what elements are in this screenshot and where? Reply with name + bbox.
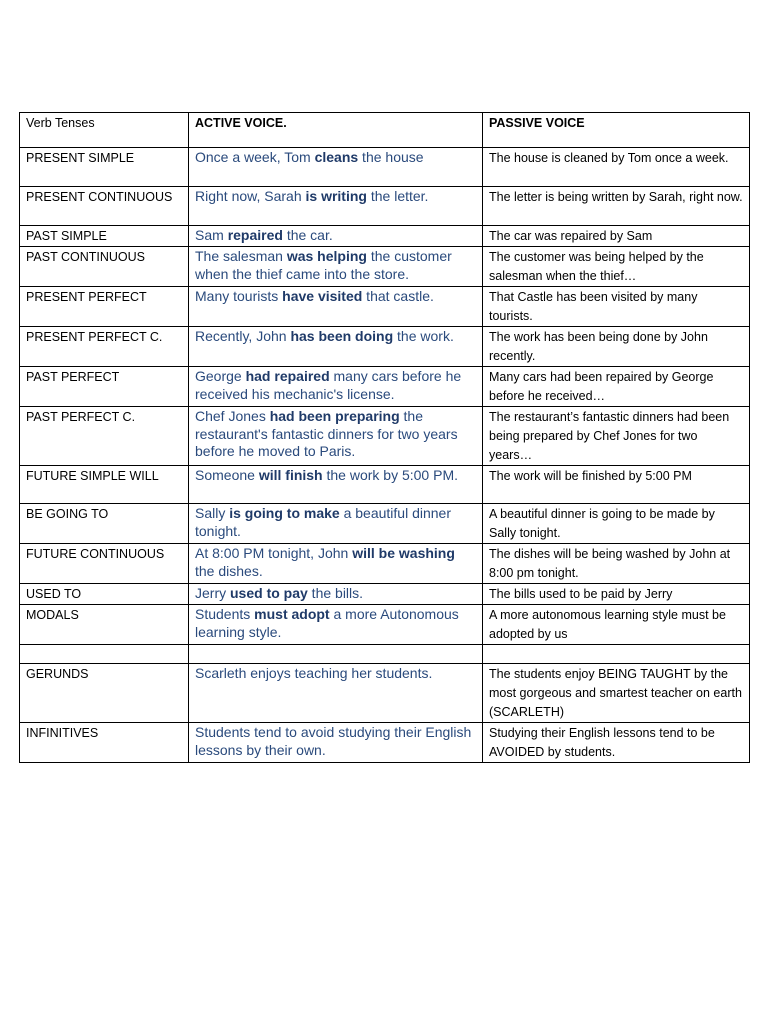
sentence-fragment: a more Autonomous learning style. bbox=[195, 606, 459, 640]
active-voice-sentence bbox=[195, 545, 476, 580]
verb-phrase: cleans bbox=[314, 149, 359, 165]
tense-cell bbox=[20, 247, 189, 287]
active-voice-cell bbox=[189, 327, 483, 367]
table-row bbox=[20, 407, 750, 466]
tense-name: PRESENT PERFECT C. bbox=[26, 330, 163, 344]
sentence-fragment: a beautiful dinner tonight. bbox=[195, 505, 452, 539]
active-voice-sentence bbox=[195, 288, 476, 306]
active-voice-sentence bbox=[195, 149, 476, 167]
tense-name: PRESENT CONTINUOUS bbox=[26, 190, 173, 204]
header-verb-tenses-text: Verb Tenses bbox=[26, 116, 95, 130]
table-row bbox=[20, 664, 750, 723]
table-row bbox=[20, 504, 750, 544]
sentence-fragment: the house bbox=[358, 149, 424, 165]
sentence-fragment: Students bbox=[195, 606, 255, 622]
header-active-voice bbox=[189, 113, 483, 148]
sentence-fragment: the work by 5:00 PM. bbox=[322, 467, 459, 483]
sentence-fragment: the car. bbox=[282, 227, 333, 243]
sentence-fragment: At 8:00 PM tonight, John bbox=[195, 545, 353, 561]
active-voice-cell bbox=[189, 187, 483, 226]
passive-voice-sentence: The bills used to be paid by Jerry bbox=[489, 587, 673, 601]
verb-phrase: is going to make bbox=[229, 505, 340, 521]
tense-name: PAST SIMPLE bbox=[26, 229, 107, 243]
passive-voice-sentence: The work has been being done by John recently. bbox=[489, 330, 708, 363]
passive-voice-cell bbox=[483, 605, 750, 645]
tense-cell bbox=[20, 504, 189, 544]
active-voice-cell bbox=[189, 407, 483, 466]
sentence-fragment: Students tend to avoid studying their English lessons by their own. bbox=[195, 724, 472, 758]
tense-name: FUTURE SIMPLE WILL bbox=[26, 469, 159, 483]
header-verb-tenses bbox=[20, 113, 189, 148]
passive-voice-sentence: The customer was being helped by the salesman when the thief… bbox=[489, 250, 704, 283]
tense-name: PRESENT SIMPLE bbox=[26, 151, 135, 165]
tense-name: INFINITIVES bbox=[26, 726, 99, 740]
sentence-fragment: Chef Jones bbox=[195, 408, 270, 424]
verb-phrase: has been doing bbox=[290, 328, 394, 344]
sentence-fragment: Scarleth enjoys teaching her students. bbox=[195, 665, 433, 681]
active-voice-sentence bbox=[195, 188, 476, 206]
passive-voice-cell bbox=[483, 584, 750, 605]
sentence-fragment: Sam bbox=[195, 227, 228, 243]
passive-voice-cell bbox=[483, 187, 750, 226]
tense-cell bbox=[20, 584, 189, 605]
active-voice-cell bbox=[189, 148, 483, 187]
sentence-fragment: Sally bbox=[195, 505, 230, 521]
passive-voice-sentence: That Castle has been visited by many tourists. bbox=[489, 290, 698, 323]
sentence-fragment: the work. bbox=[393, 328, 454, 344]
active-voice-cell bbox=[189, 466, 483, 504]
passive-voice-sentence: The dishes will be being washed by John at 8:00 pm tonight. bbox=[489, 547, 731, 580]
active-voice-cell bbox=[189, 645, 483, 664]
verb-phrase: had been preparing bbox=[269, 408, 400, 424]
tense-cell bbox=[20, 187, 189, 226]
active-voice-sentence bbox=[195, 585, 476, 603]
active-voice-cell bbox=[189, 723, 483, 763]
passive-voice-cell bbox=[483, 645, 750, 664]
verb-phrase: will finish bbox=[258, 467, 323, 483]
passive-voice-cell bbox=[483, 723, 750, 763]
table-row bbox=[20, 544, 750, 584]
table-row bbox=[20, 367, 750, 407]
table-row bbox=[20, 226, 750, 247]
tense-cell bbox=[20, 664, 189, 723]
active-voice-sentence bbox=[195, 505, 476, 540]
table-row bbox=[20, 287, 750, 327]
tense-name: BE GOING TO bbox=[26, 507, 109, 521]
header-passive-voice-text: PASSIVE VOICE bbox=[489, 116, 585, 130]
tense-name: PAST PERFECT C. bbox=[26, 410, 136, 424]
sentence-fragment: The salesman bbox=[195, 248, 287, 264]
tense-name: PAST PERFECT bbox=[26, 370, 120, 384]
tense-name: MODALS bbox=[26, 608, 79, 622]
table-row bbox=[20, 605, 750, 645]
active-voice-cell bbox=[189, 544, 483, 584]
active-voice-cell bbox=[189, 504, 483, 544]
tense-cell bbox=[20, 407, 189, 466]
table-row bbox=[20, 187, 750, 226]
tense-cell bbox=[20, 226, 189, 247]
passive-voice-cell bbox=[483, 664, 750, 723]
tense-cell bbox=[20, 327, 189, 367]
verb-phrase: must adopt bbox=[254, 606, 330, 622]
sentence-fragment: the letter. bbox=[366, 188, 429, 204]
table-row bbox=[20, 645, 750, 664]
header-passive-voice bbox=[483, 113, 750, 148]
passive-voice-cell bbox=[483, 148, 750, 187]
active-voice-cell bbox=[189, 367, 483, 407]
active-voice-sentence bbox=[195, 408, 476, 461]
active-voice-cell bbox=[189, 605, 483, 645]
passive-voice-sentence: The car was repaired by Sam bbox=[489, 229, 653, 243]
table-row bbox=[20, 584, 750, 605]
active-voice-cell bbox=[189, 287, 483, 327]
passive-voice-sentence: A beautiful dinner is going to be made by Sally tonight. bbox=[489, 507, 715, 540]
passive-voice-cell bbox=[483, 367, 750, 407]
passive-voice-sentence: Many cars had been repaired by George before he received… bbox=[489, 370, 714, 403]
verb-phrase: repaired bbox=[227, 227, 283, 243]
active-voice-sentence bbox=[195, 368, 476, 403]
header-active-voice-text: ACTIVE VOICE. bbox=[195, 116, 287, 130]
passive-voice-cell bbox=[483, 504, 750, 544]
active-voice-sentence bbox=[195, 328, 476, 346]
passive-voice-cell bbox=[483, 544, 750, 584]
sentence-fragment: George bbox=[195, 368, 246, 384]
tense-name: PRESENT PERFECT bbox=[26, 290, 147, 304]
passive-voice-cell bbox=[483, 466, 750, 504]
sentence-fragment: Once a week, Tom bbox=[195, 149, 315, 165]
tense-cell bbox=[20, 466, 189, 504]
verb-phrase: is writing bbox=[305, 188, 367, 204]
active-voice-sentence bbox=[195, 248, 476, 283]
table-row bbox=[20, 466, 750, 504]
passive-voice-sentence: Studying their English lessons tend to be AVOIDED by students. bbox=[489, 726, 715, 759]
sentence-fragment: the restaurant's fantastic dinners for two years before he moved to Paris. bbox=[195, 408, 458, 459]
passive-voice-sentence: The letter is being written by Sarah, right now. bbox=[489, 190, 743, 204]
passive-voice-cell bbox=[483, 407, 750, 466]
passive-voice-cell bbox=[483, 287, 750, 327]
tense-cell bbox=[20, 723, 189, 763]
sentence-fragment: Jerry bbox=[195, 585, 230, 601]
tense-cell bbox=[20, 367, 189, 407]
active-voice-sentence bbox=[195, 606, 476, 641]
sentence-fragment: Right now, Sarah bbox=[195, 188, 306, 204]
verb-phrase: had repaired bbox=[245, 368, 330, 384]
sentence-fragment: Many tourists bbox=[195, 288, 283, 304]
tense-cell bbox=[20, 605, 189, 645]
active-voice-cell bbox=[189, 247, 483, 287]
table-row bbox=[20, 723, 750, 763]
sentence-fragment: Someone bbox=[195, 467, 259, 483]
passive-voice-cell bbox=[483, 247, 750, 287]
tense-name: USED TO bbox=[26, 587, 82, 601]
sentence-fragment: the customer when the thief came into the store. bbox=[195, 248, 452, 282]
sentence-fragment: Recently, John bbox=[195, 328, 291, 344]
tense-cell bbox=[20, 645, 189, 664]
table-row bbox=[20, 327, 750, 367]
passive-voice-sentence: A more autonomous learning style must be adopted by us bbox=[489, 608, 726, 641]
verb-phrase: was helping bbox=[286, 248, 367, 264]
tense-name: PAST CONTINUOUS bbox=[26, 250, 145, 264]
active-voice-sentence bbox=[195, 467, 476, 485]
sentence-fragment: many cars before he received his mechanic's license. bbox=[195, 368, 462, 402]
sentence-fragment: the dishes. bbox=[195, 562, 263, 579]
verb-tenses-table bbox=[19, 112, 750, 763]
tense-name: FUTURE CONTINUOUS bbox=[26, 547, 165, 561]
tense-name: GERUNDS bbox=[26, 667, 89, 681]
verb-phrase: will be washing bbox=[352, 545, 455, 561]
tense-cell bbox=[20, 544, 189, 584]
tense-cell bbox=[20, 287, 189, 327]
tense-cell bbox=[20, 148, 189, 187]
header-row bbox=[20, 113, 750, 148]
active-voice-sentence bbox=[195, 665, 476, 683]
document-page bbox=[19, 112, 749, 763]
passive-voice-cell bbox=[483, 327, 750, 367]
passive-voice-sentence: The restaurant’s fantastic dinners had been being prepared by Chef Jones for two years… bbox=[489, 410, 730, 462]
sentence-fragment: the bills. bbox=[307, 585, 364, 601]
passive-voice-cell bbox=[483, 226, 750, 247]
passive-voice-sentence: The work will be finished by 5:00 PM bbox=[489, 469, 692, 483]
table-row bbox=[20, 247, 750, 287]
verb-phrase: have visited bbox=[282, 288, 363, 304]
active-voice-cell bbox=[189, 584, 483, 605]
passive-voice-sentence: The house is cleaned by Tom once a week. bbox=[489, 151, 729, 165]
verb-phrase: used to pay bbox=[230, 585, 308, 601]
sentence-fragment: that castle. bbox=[362, 288, 434, 304]
active-voice-sentence bbox=[195, 724, 476, 759]
active-voice-sentence bbox=[195, 227, 476, 245]
passive-voice-sentence: The students enjoy BEING TAUGHT by the most gorgeous and smartest teacher on earth (SCARLETH) bbox=[489, 667, 742, 719]
active-voice-cell bbox=[189, 664, 483, 723]
table-row bbox=[20, 148, 750, 187]
active-voice-cell bbox=[189, 226, 483, 247]
